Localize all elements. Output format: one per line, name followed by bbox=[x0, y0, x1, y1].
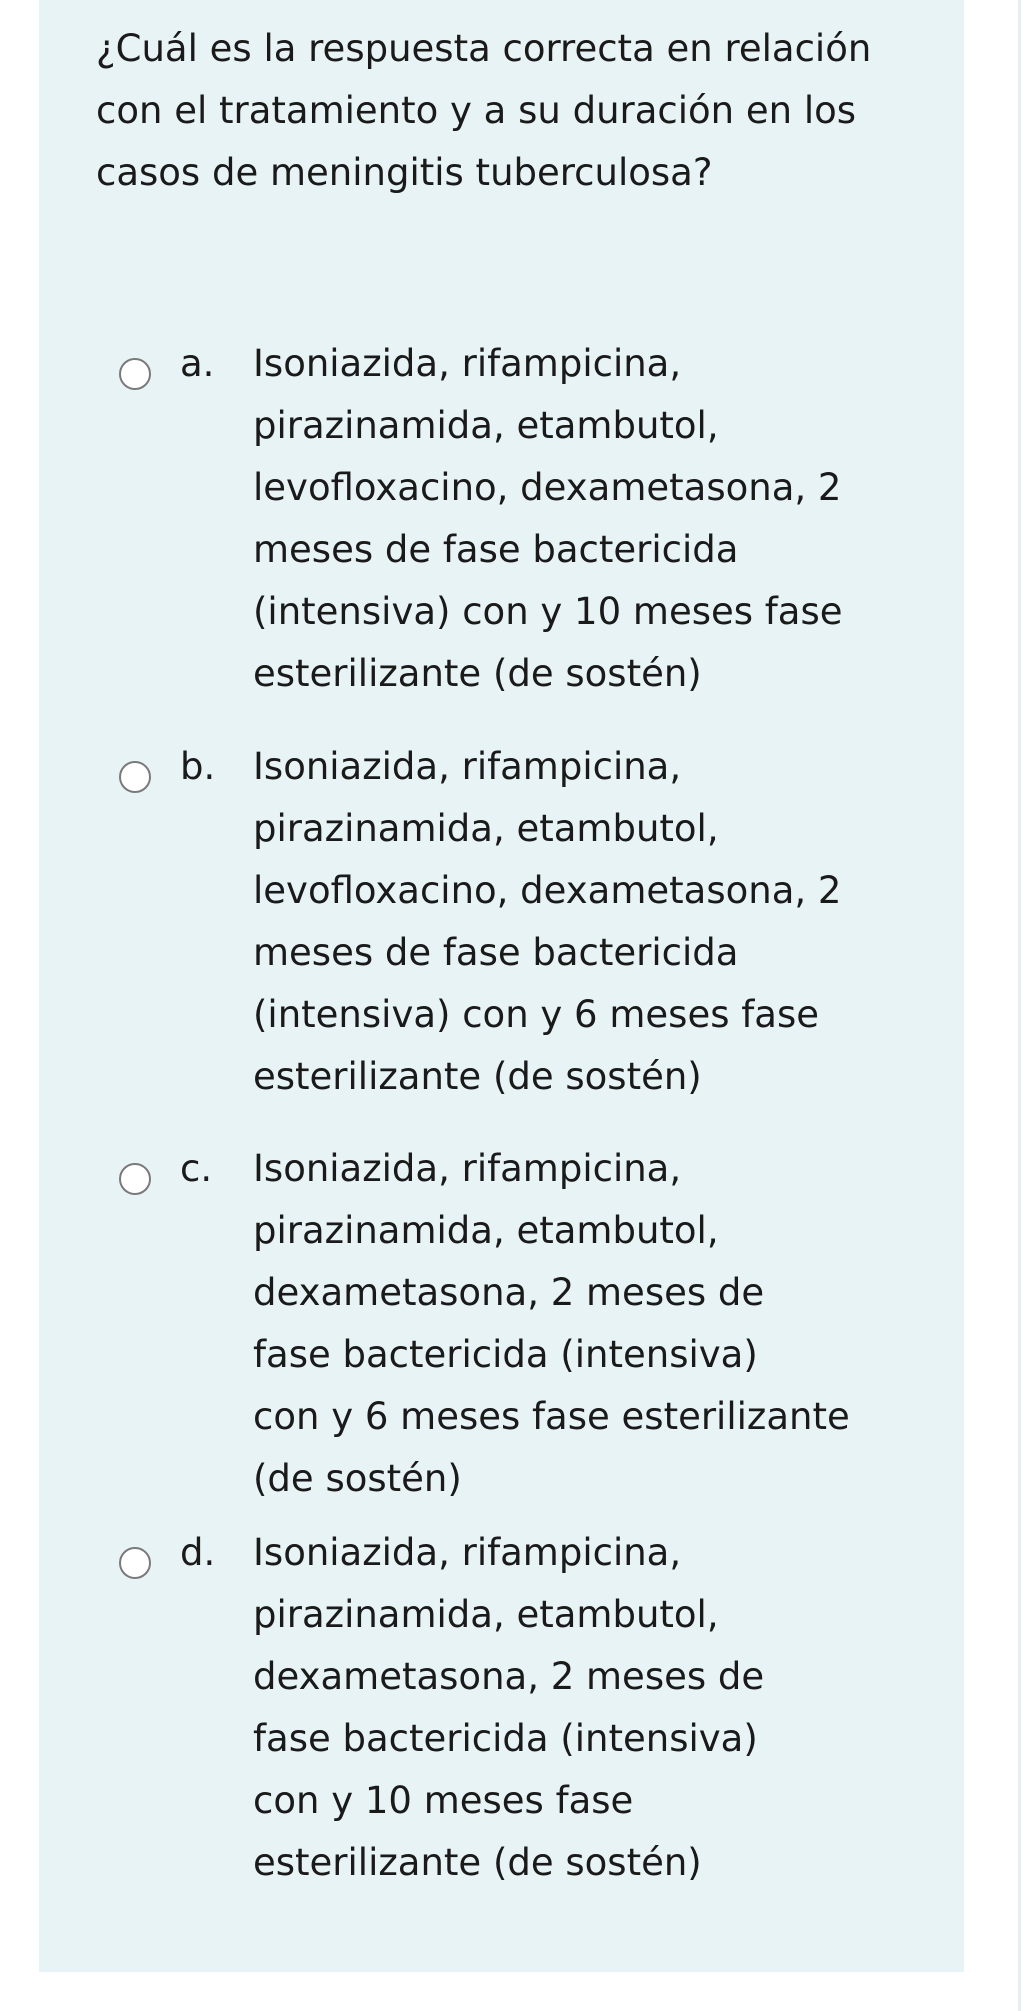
option-letter-b: b. bbox=[180, 745, 216, 788]
option-text-c: Isoniazida, rifampicina, pirazinamida, etambutol, dexametasona, 2 meses de fase bactericida (intensiva) con y 6 meses fase esterilizante (de sostén) bbox=[253, 1147, 850, 1500]
radio-button-a[interactable] bbox=[119, 358, 151, 390]
radio-button-b[interactable] bbox=[119, 761, 151, 793]
option-letter-d: d. bbox=[180, 1531, 216, 1574]
radio-button-c[interactable] bbox=[119, 1163, 151, 1195]
option-text-d: Isoniazida, rifampicina, pirazinamida, etambutol, dexametasona, 2 meses de fase bactericida (intensiva) con y 10 meses fase esterilizante (de sostén) bbox=[253, 1531, 765, 1884]
question-card bbox=[39, 0, 964, 1972]
option-letter-a: a. bbox=[180, 342, 215, 385]
option-letter-c: c. bbox=[180, 1147, 213, 1190]
option-text-b: Isoniazida, rifampicina, pirazinamida, etambutol, levofloxacino, dexametasona, 2 meses de fase bactericida (intensiva) con y 6 meses fase esterilizante (de sostén) bbox=[253, 745, 842, 1098]
question-text: ¿Cuál es la respuesta correcta en relación con el tratamiento y a su duración en los casos de meningitis tuberculosa? bbox=[96, 27, 872, 194]
option-text-a: Isoniazida, rifampicina, pirazinamida, etambutol, levofloxacino, dexametasona, 2 meses de fase bactericida (intensiva) con y 10 meses fase esterilizante (de sostén) bbox=[253, 342, 843, 695]
scrollbar-track[interactable] bbox=[1018, 0, 1021, 2011]
radio-button-d[interactable] bbox=[119, 1547, 151, 1579]
